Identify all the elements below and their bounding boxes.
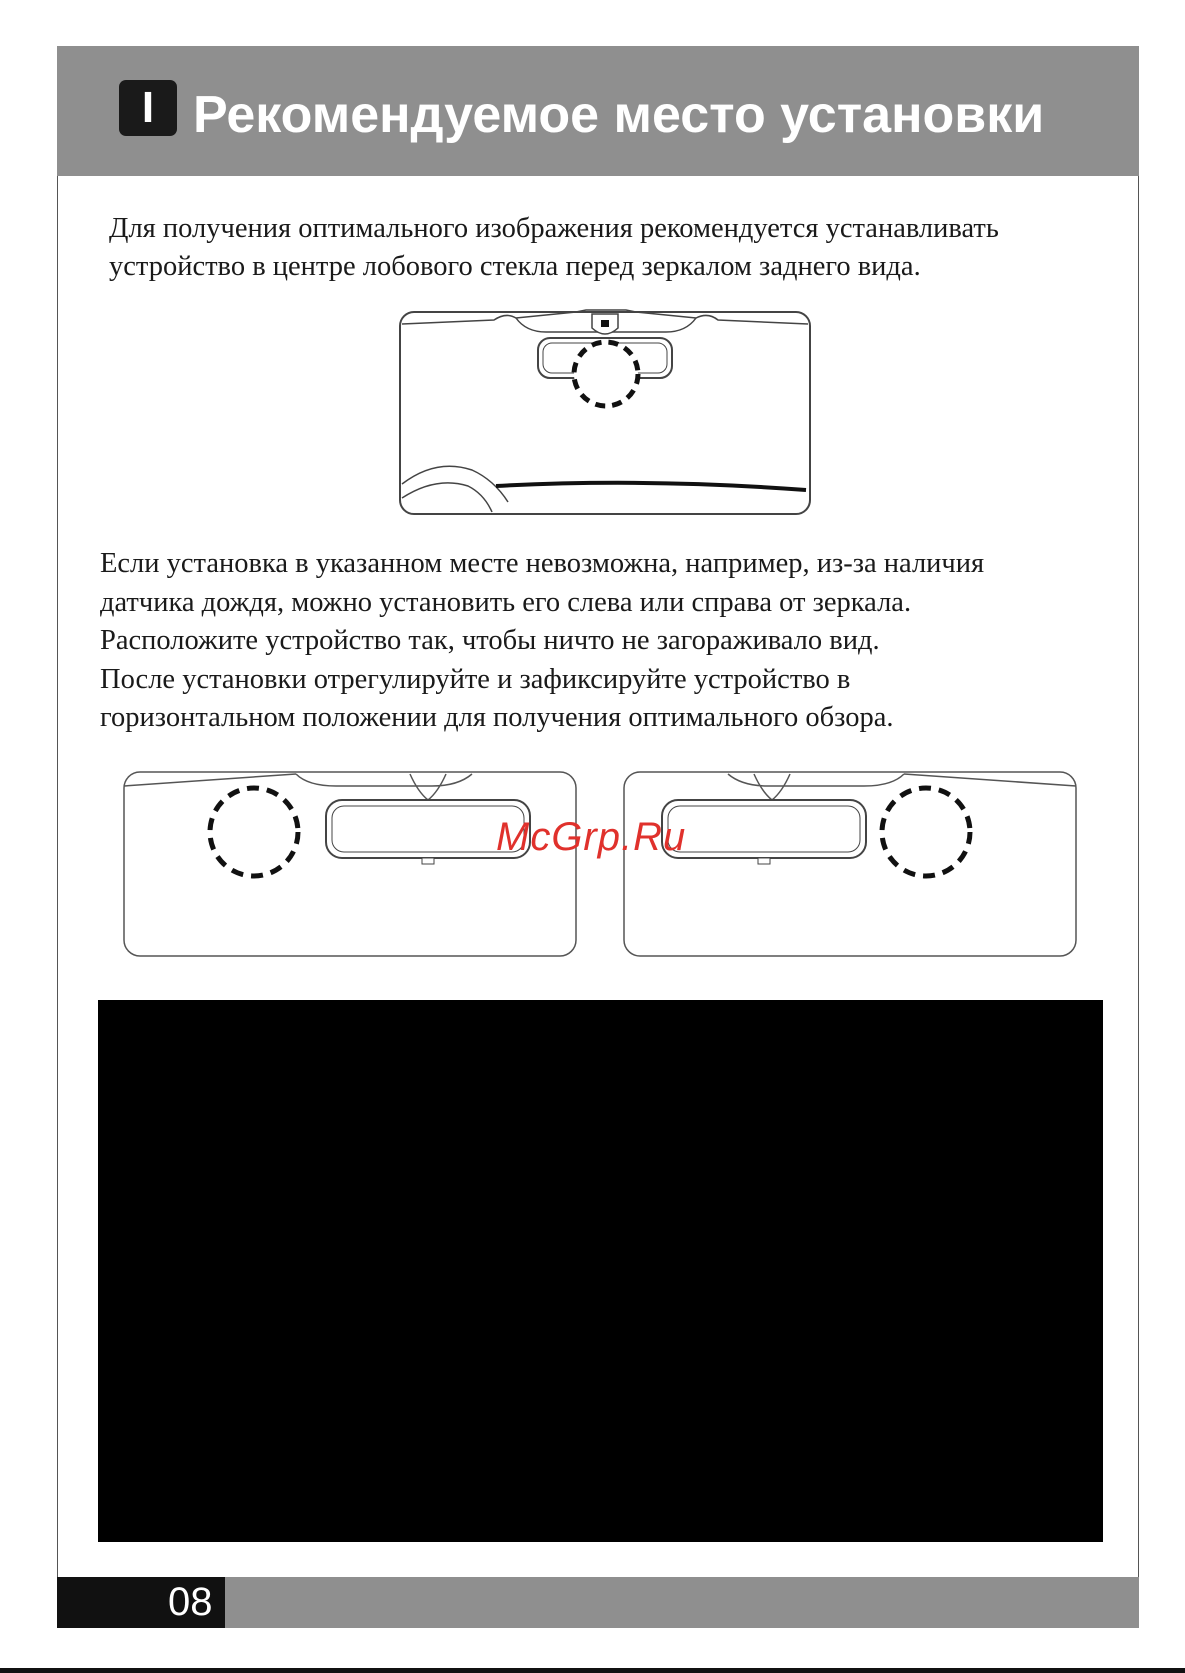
windshield-left-illustration bbox=[122, 770, 578, 960]
section-badge: I bbox=[119, 80, 177, 136]
page-title: Рекомендуемое место установки bbox=[193, 86, 1045, 144]
alternative-line: После установки отрегулируйте и зафиксируйте устройство в bbox=[100, 663, 851, 695]
intro-line: Для получения оптимального изображения рекомендуется устанавливать bbox=[109, 213, 999, 244]
alternative-line: Если установка в указанном месте невозможна, например, из-за наличия bbox=[100, 548, 985, 579]
black-image-panel bbox=[98, 1000, 1103, 1542]
windshield-right-illustration bbox=[622, 770, 1078, 960]
windshield-center-illustration bbox=[396, 308, 814, 518]
intro-paragraph bbox=[109, 210, 999, 286]
intro-line: устройство в центре лобового стекла перед зеркалом заднего вида. bbox=[109, 251, 921, 282]
watermark: McGrp.Ru bbox=[496, 815, 687, 859]
alternative-line: Расположите устройство так, чтобы ничто не загораживало вид. bbox=[100, 625, 880, 656]
alternative-paragraph bbox=[100, 545, 984, 738]
alternative-line: горизонтальном положении для получения оптимального обзора. bbox=[100, 702, 894, 733]
page-number: 08 bbox=[168, 1580, 213, 1624]
bottom-rule bbox=[0, 1668, 1185, 1673]
alternative-line: датчика дождя, можно установить его слева или справа от зеркала. bbox=[100, 586, 912, 618]
